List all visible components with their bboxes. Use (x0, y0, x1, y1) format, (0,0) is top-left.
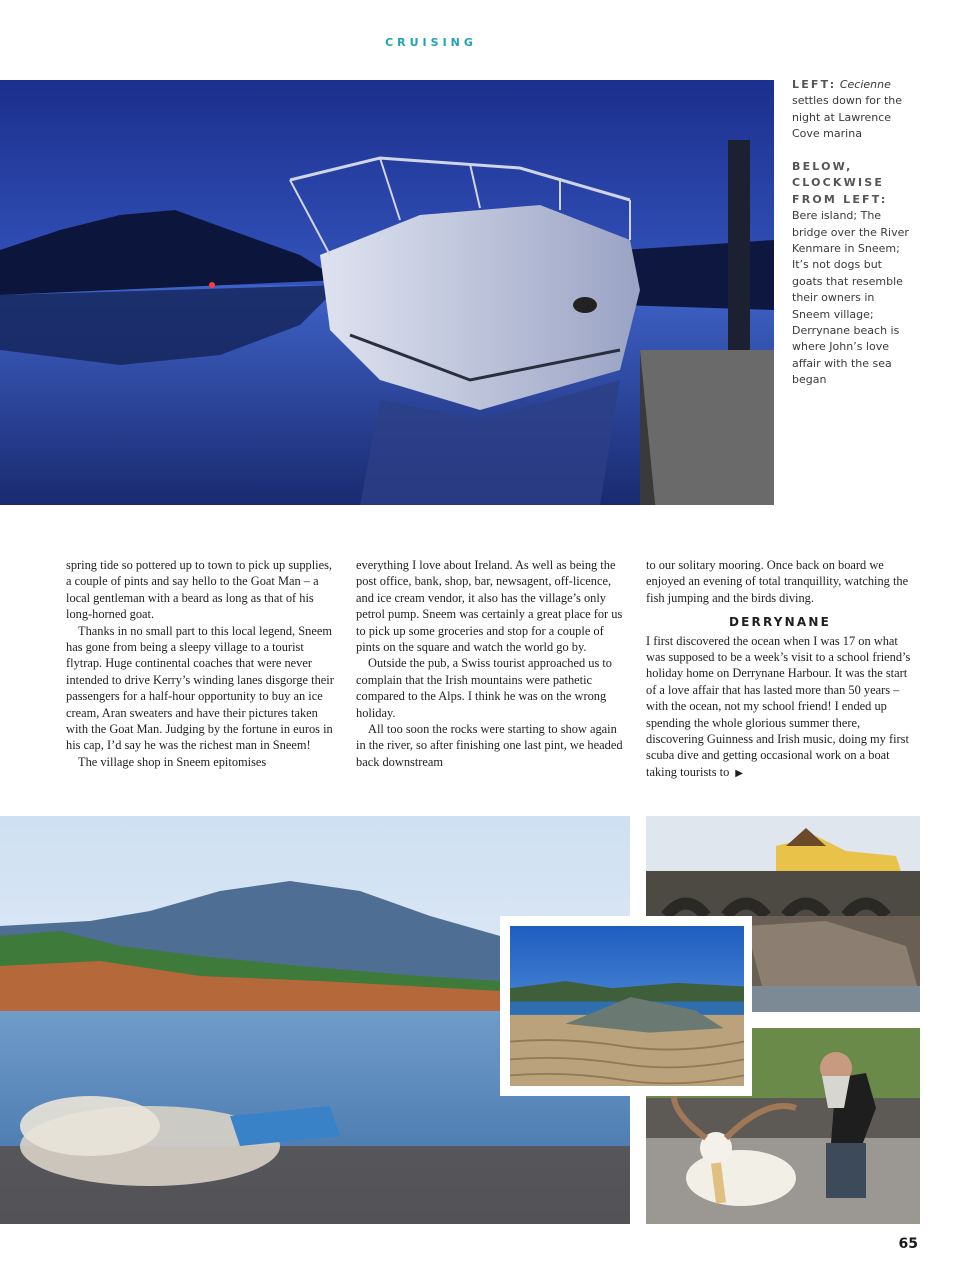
caption-left-label: LEFT: (792, 78, 837, 91)
caption-left (792, 77, 912, 143)
page-number: 65 (898, 1236, 918, 1252)
caption-below-text: Bere island; The bridge over the River Kenmare in Sneem; It’s not dogs but goats that resemble their owners in Sneem village; Derrynane beach is where John’s love affair with the sea began (792, 209, 909, 387)
caption-below (792, 159, 912, 389)
photo-derrynane-beach (500, 916, 752, 1096)
caption-left-text: settles down for the night at Lawrence Cove marina (792, 94, 903, 141)
paragraph (646, 633, 914, 783)
caption-left-boat-name: Cecienne (839, 78, 891, 91)
paragraph: to our solitary mooring. Once back on board we enjoyed an evening of total tranquillity, watching the fish jumping and the birds diving. (646, 558, 909, 605)
section-label: CRUISING (385, 36, 477, 49)
paragraph: The village shop in Sneem epitomises (78, 754, 267, 769)
paragraph-text: I first discovered the ocean when I was 17 on what was supposed to be a week’s visit to a school friend’s holiday home on Derrynane Harbour. It was the start of a love affair that has lasted more than 50 years – with the ocean, not my school friend! I ended up spending the whole glorious summer there, discovering Guinness and Irish music, doing my first scuba dive and getting occasional work on a boat taking tourists to (646, 633, 911, 779)
paragraph: everything I love about Ireland. As well as being the post office, bank, shop, bar, newsagent, off-licence, and ice cream vendor, it also has the village’s only petrol pump. Sneem was certainly a great place for us to pick up some groceries and stop for a couple of pints on the square and watch the world go by. (356, 558, 623, 655)
paragraph: Thanks in no small part to this local legend, Sneem has gone from being a sleepy village to a tourist flytrap. Huge continental coaches that were never intended to drive Kerry’s winding lanes disgorge their passengers for a half-hour opportunity to buy an ice cream, Aran sweaters and have their pictures taken with the Goat Man. Judging by the fortune in euros in his cap, I’d say he was the richest man in Sneem! (66, 623, 334, 753)
paragraph: All too soon the rocks were starting to show again in the river, so after finishing one last pint, we headed back downstream (356, 722, 623, 769)
article-column-1 (66, 557, 334, 770)
caption-below-label: BELOW, CLOCKWISE FROM LEFT: (792, 160, 888, 206)
main-photo-boat-marina (0, 80, 774, 505)
paragraph: spring tide so pottered up to town to pick up supplies, a couple of pints and say hello to the Goat Man – a local gentleman with a beard as long as that of his long-horned goat. (66, 558, 333, 622)
article-column-3 (646, 557, 914, 782)
article-column-2 (356, 557, 624, 770)
paragraph: Outside the pub, a Swiss tourist approached us to complain that the Irish mountains were pathetic compared to the Alps. I think he was on the wrong holiday. (356, 656, 612, 720)
subheading-derrynane: DERRYNANE (728, 615, 832, 630)
continue-arrow-icon: ▶ (735, 767, 743, 779)
